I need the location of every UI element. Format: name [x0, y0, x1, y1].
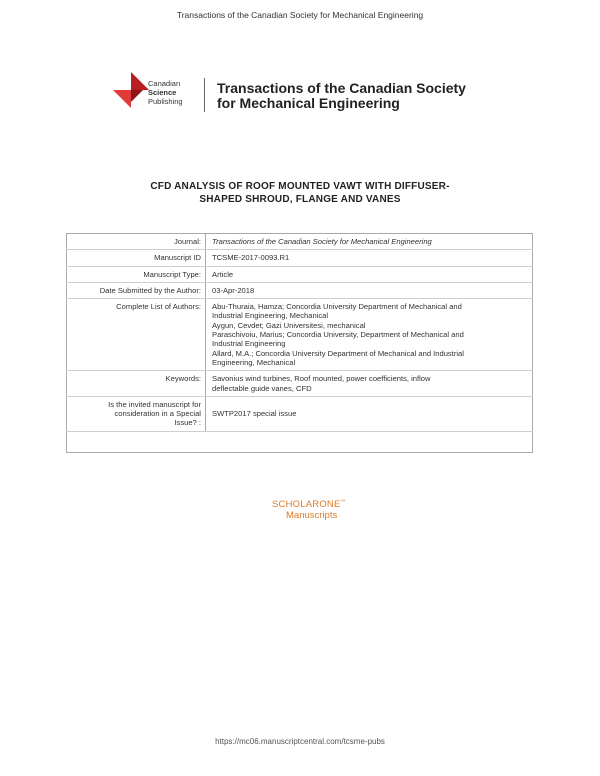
journal-label: Journal: — [67, 234, 206, 250]
paper-title-line-2: SHAPED SHROUD, FLANGE AND VANES — [199, 194, 401, 205]
journal-title-line-2: for Mechanical Engineering — [217, 95, 400, 111]
paper-title — [0, 180, 600, 206]
invited-manuscript-label — [67, 396, 206, 431]
running-header: Transactions of the Canadian Society for Mechanical Engineering — [176, 10, 424, 20]
table-row — [67, 250, 533, 266]
author-line: Abu-Thuraia, Hamza; Concordia University Department of Mechanical and — [212, 302, 462, 312]
manuscript-type-label: Manuscript Type: — [67, 266, 206, 282]
table-row — [67, 396, 533, 431]
logo-wordmark — [148, 79, 183, 106]
logo-line-2: Science — [148, 88, 177, 97]
footer-url: https://mc06.manuscriptcentral.com/tcsme-pubs — [215, 737, 385, 746]
table-row — [67, 371, 533, 397]
scholarone-brand — [272, 499, 362, 510]
logo-line-3: Publishing — [148, 97, 183, 106]
date-submitted-label: Date Submitted by the Author: — [67, 282, 206, 298]
table-row — [67, 282, 533, 298]
table-row — [67, 234, 533, 250]
author-line: Industrial Engineering, Mechanical — [212, 311, 329, 321]
author-line: Aygun, Cevdet; Gazi Universitesi, mechanical — [212, 320, 366, 330]
keywords-value — [206, 371, 533, 397]
invited-label-line-3: Issue? : — [174, 418, 201, 428]
table-row — [67, 299, 533, 371]
author-line: Allard, M.A.; Concordia University Department of Mechanical and Industrial — [212, 348, 464, 358]
invited-label-line-1: Is the invited manuscript for — [108, 399, 201, 409]
journal-title-line-1: Transactions of the Canadian Society — [217, 80, 466, 96]
authors-list — [206, 299, 533, 371]
empty-cell — [67, 431, 533, 452]
paper-title-line-1: CFD ANALYSIS OF ROOF MOUNTED VAWT WITH DIFFUSER- — [150, 181, 450, 192]
csp-logo-icon — [113, 72, 149, 112]
authors-label: Complete List of Authors: — [67, 299, 206, 371]
author-line: Industrial Engineering — [212, 339, 286, 349]
journal-value: Transactions of the Canadian Society for Mechanical Engineering — [206, 234, 533, 250]
scholarone-sub: Manuscripts — [286, 510, 338, 522]
logo-line-1: Canadian — [148, 79, 181, 88]
date-submitted-value: 03-Apr-2018 — [206, 282, 533, 298]
manuscript-metadata-table — [66, 233, 533, 453]
invited-label-line-2: consideration in a Special — [114, 409, 201, 419]
keywords-line-1: Savonius wind turbines, Roof mounted, power coefficients, inflow — [212, 374, 431, 384]
journal-title — [217, 81, 466, 111]
logo-divider — [204, 78, 205, 112]
author-line: Engineering, Mechanical — [212, 357, 296, 367]
author-line: Paraschivoiu, Marius; Concordia University, Department of Mechanical and — [212, 330, 464, 340]
scholarone-brand-text: SCHOLARONE — [272, 499, 341, 511]
scholarone-logo — [272, 499, 362, 521]
keywords-line-2: deflectable guide vanes, CFD — [212, 383, 312, 393]
table-row-empty — [67, 431, 533, 452]
manuscript-type-value: Article — [206, 266, 533, 282]
table-row — [67, 266, 533, 282]
invited-manuscript-value — [206, 396, 533, 431]
invited-value-text: SWTP2017 special issue — [212, 408, 297, 418]
manuscript-id-label: Manuscript ID — [67, 250, 206, 266]
keywords-label: Keywords: — [67, 371, 206, 397]
manuscript-id-value: TCSME-2017-0093.R1 — [206, 250, 533, 266]
publisher-logo — [113, 72, 466, 122]
trademark-symbol: ™ — [340, 499, 346, 505]
